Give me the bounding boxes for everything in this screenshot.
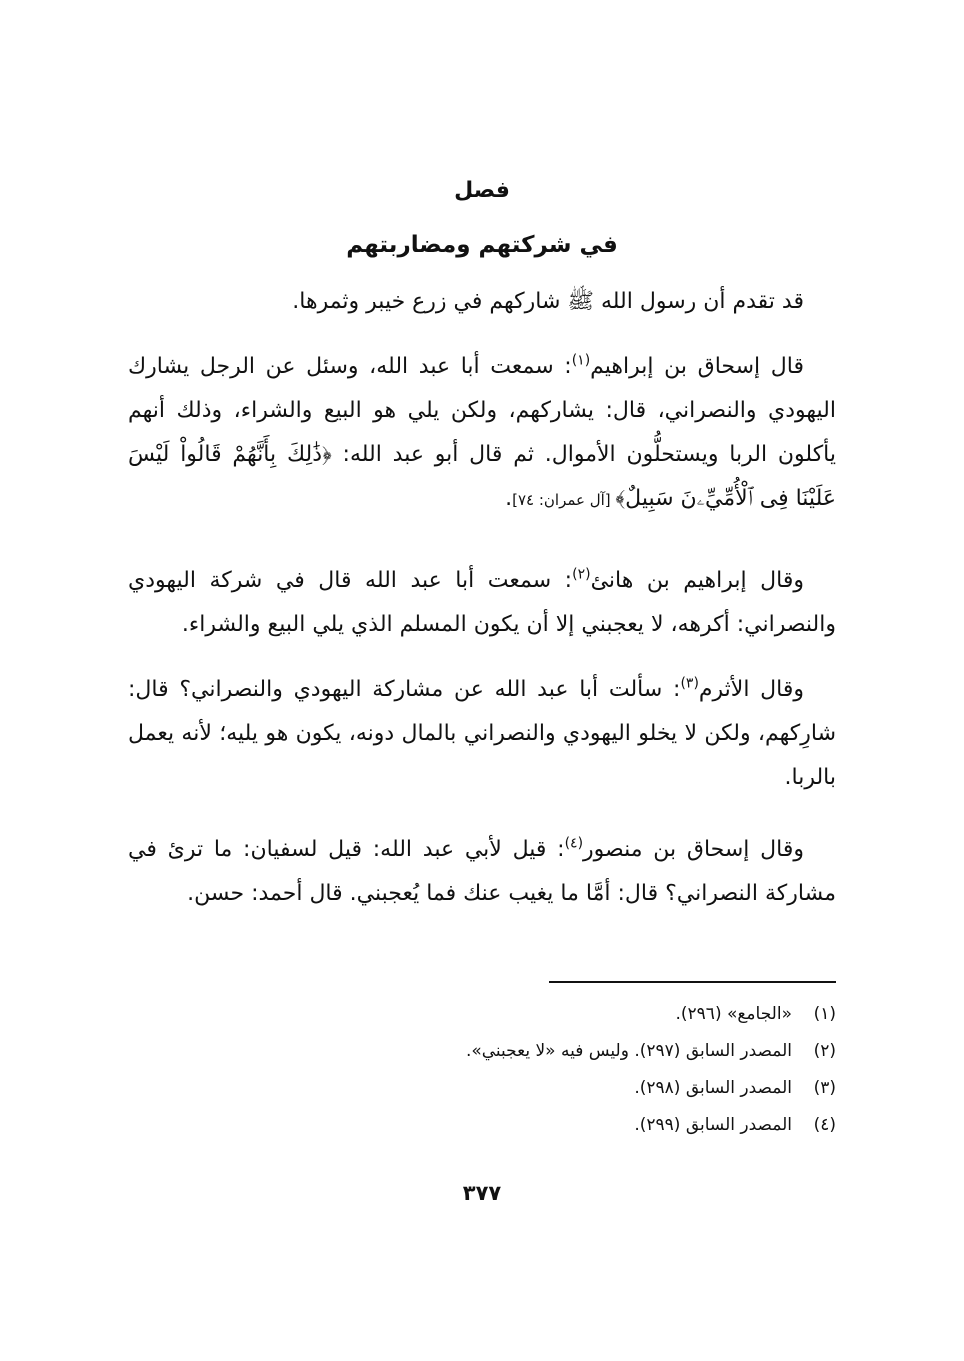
paragraph-text: قد تقدم أن رسول الله ﷺ شاركهم في زرع خيبر وثمرها. [292,289,804,314]
footnote-item [128,1033,836,1070]
footnote-item [128,996,836,1033]
paragraph-text: وقال الأثرم [698,677,804,702]
paragraph-text: وقال إبراهيم بن هانئ [590,568,805,593]
footnote-divider [549,981,836,983]
footnote-number: (٤) [813,1115,836,1135]
footnote-number: (٣) [813,1078,836,1098]
paragraph-ishaq-mansur [128,828,836,916]
footnote-text: المصدر السابق (٢٩٩). [634,1115,792,1135]
page-number: ٣٧٧ [462,1181,502,1205]
paragraph-text: قال إسحاق بن إبراهيم [590,354,804,379]
footnote-item [128,1107,836,1144]
footnote-reference[interactable]: (٢) [572,566,591,583]
footnote-number: (٢) [813,1041,836,1061]
footnote-text: المصدر السابق (٢٩٨). [634,1078,792,1098]
paragraph-text: : سمعت أبا عبد الله، وسئل عن الرجل يشارك اليهودي والنصراني، قال: يشاركهم، ولكن يلي هو البيع والشراء، وذلك أنهم يأكلون الربا ويستحلُّون الأموال. ثم قال أبو عبد الله: ﴿ذَٰلِكَ بِأَنَّهُمْ قَالُواْ لَيْسَ عَلَيْنَا فِى ٱلْأُمِّيِّۦنَ سَبِيلٌ﴾ [128,354,836,511]
paragraph-text: وقال إسحاق بن منصور [583,837,804,862]
paragraph-text: : سألت أبا عبد الله عن مشاركة اليهودي والنصراني؟ قال: شارِكهم، ولكن لا يخلو اليهودي والنصراني بالمال دونه، يكون هو يليه؛ لأنه يعمل بالربا. [128,677,836,790]
paragraph-ishaq-ibrahim [128,345,836,522]
footnote-item [128,1070,836,1107]
paragraph-ibrahim-hani [128,559,836,647]
footnote-text: «الجامع» (٢٩٦). [675,1004,792,1024]
book-page [128,0,836,1361]
paragraph-text: : قيل لأبي عبد الله: قيل لسفيان: ما ترئ في مشاركة النصراني؟ قال: أمَّا ما يغيب عنك فما يُعجبني. قال أحمد: حسن. [128,837,836,906]
footnote-reference[interactable]: (٤) [564,835,584,852]
paragraph-text: : سمعت أبا عبد الله قال في شركة اليهودي والنصراني: أكرهه، لا يعجبني إلا أن يكون المسلم الذي يلي البيع والشراء. [128,568,836,637]
footnote-reference[interactable]: (١) [571,352,591,369]
quran-citation: [آل عمران: ٧٤] [512,491,616,509]
footnote-text: المصدر السابق (٢٩٧). وليس فيه «لا يعجبني». [465,1041,792,1061]
paragraph-athram [128,668,836,800]
paragraph-text: . [505,486,513,511]
section-heading: فصل [454,178,510,203]
section-subtitle: في شركتهم ومضاربتهم [346,232,618,258]
paragraph-intro [128,280,836,324]
footnote-number: (١) [813,1004,836,1024]
footnote-reference[interactable]: (٣) [680,675,699,692]
footnotes-list [128,996,836,1144]
